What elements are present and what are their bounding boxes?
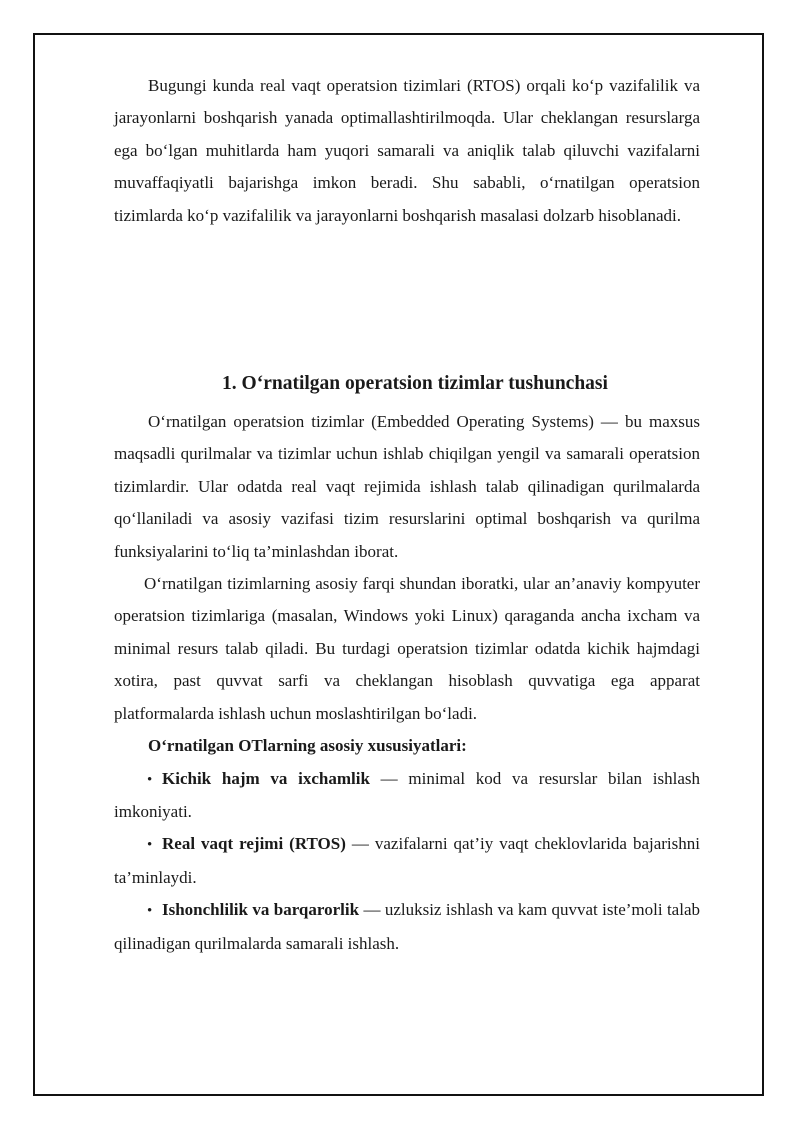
- section-heading: 1. O‘rnatilgan operatsion tizimlar tushunchasi: [222, 373, 608, 395]
- feature-description: — vazifalarni qat’iy vaqt cheklovlarida bajarishni ta’minlaydi.: [114, 834, 700, 887]
- feature-item: [114, 894, 700, 960]
- definition-paragraph: O‘rnatilgan operatsion tizimlar (Embedded Operating Systems) — bu maxsus maqsadli qurilmalar va tizimlar uchun ishlab chiqilgan yengil va samarali operatsion tizimlardir. Ular odatda real vaqt rejimida ishlash talab qilinadigan qurilmalarda qo‘llaniladi va asosiy vazifasi tizim resurslarini optimal boshqarish va qurilma funksiyalarini to‘liq ta’minlashdan iborat.: [114, 412, 700, 561]
- feature-item: [114, 828, 700, 894]
- feature-description: — minimal kod va resurslar bilan ishlash imkoniyati.: [114, 768, 701, 821]
- intro-paragraph: Bugungi kunda real vaqt operatsion tizimlari (RTOS) orqali ko‘p vazifalilik va jarayonlarni boshqarish yanada optimallashtirilmoqda. Ular cheklangan resurslarga ega bo‘lgan muhitlarda ham yuqori samarali va aniqlik talab qiluvchi vazifalarni muvaffaqiyatli bajarishga imkon beradi. Shu sababli, o‘rnatilgan operatsion tizimlarda ko‘p vazifalilik va jarayonlarni boshqarish masalasi dolzarb hisoblanadi.: [114, 76, 700, 225]
- feature-term: Ishonchlilik va barqarorlik: [162, 900, 360, 920]
- features-heading: O‘rnatilgan OTlarning asosiy xususiyatlari:: [148, 736, 467, 756]
- bullet-icon: •: [147, 903, 153, 920]
- feature-item: [114, 763, 700, 829]
- document-body: [114, 70, 700, 960]
- bullet-icon: •: [147, 837, 153, 854]
- difference-paragraph: O‘rnatilgan tizimlarning asosiy farqi shundan iboratki, ular an’anaviy kompyuter operatsion tizimlariga (masalan, Windows yoki Linux) qaraganda ancha ixcham va minimal resurs talab qiladi. Bu turdagi operatsion tizimlar odatda kichik hajmdagi xotira, past quvvat sarfi va cheklangan hisoblash quvvatiga ega apparat platformalarda ishlash uchun moslashtirilgan bo‘ladi.: [114, 574, 700, 723]
- feature-description: — uzluksiz ishlash va kam quvvat iste’moli talab qilinadigan qurilmalarda samarali ishlash.: [114, 900, 700, 953]
- feature-term: Real vaqt rejimi (RTOS): [162, 834, 346, 854]
- feature-term: Kichik hajm va ixchamlik: [162, 768, 370, 788]
- bullet-icon: •: [147, 771, 153, 788]
